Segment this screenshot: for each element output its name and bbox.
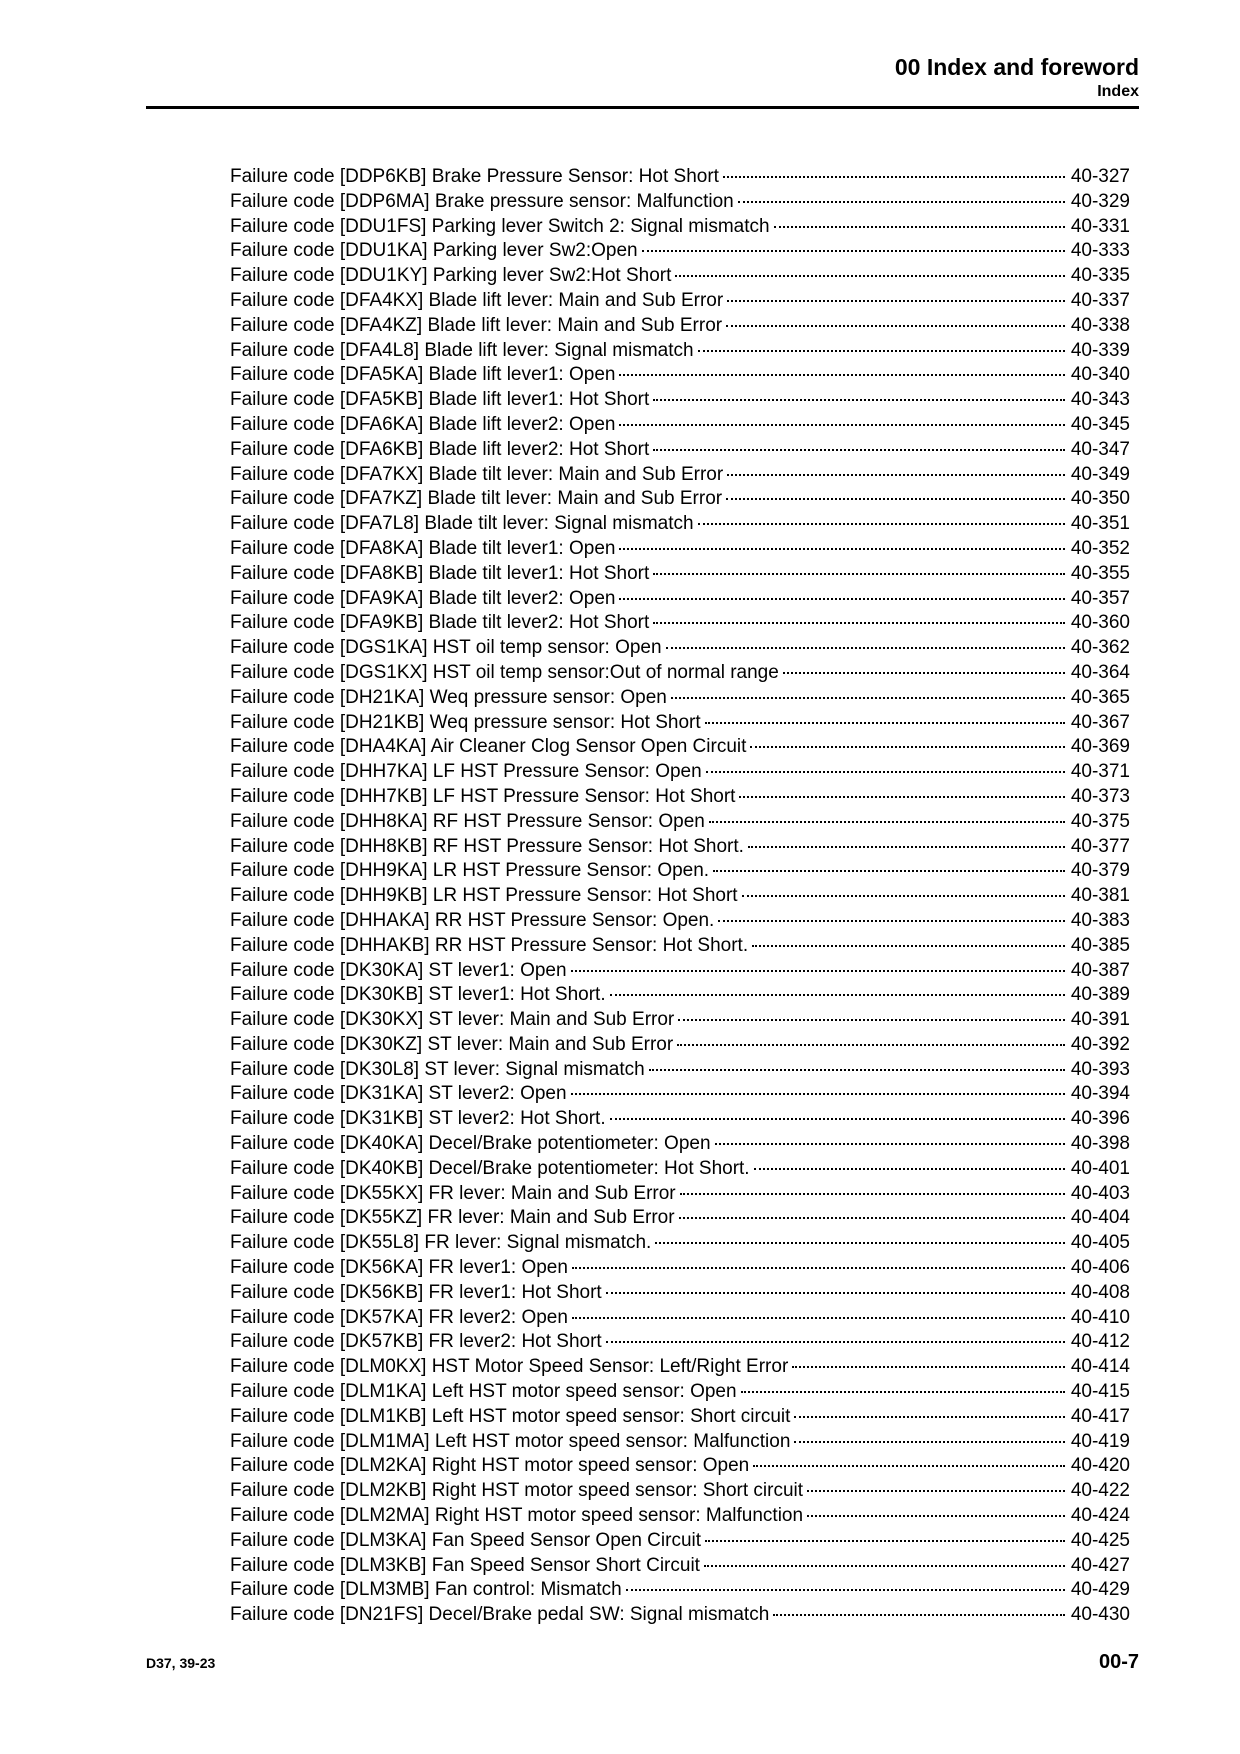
dot-leader <box>653 449 1065 451</box>
index-entry[interactable] <box>230 934 1130 959</box>
index-entry-label: Failure code [DFA4L8] Blade lift lever: Signal mismatch <box>230 339 694 361</box>
index-entry-page: 40-365 <box>1070 686 1130 708</box>
index-entry-label: Failure code [DFA6KB] Blade lift lever2: Hot Short <box>230 438 650 460</box>
index-entry[interactable] <box>230 1504 1130 1529</box>
dot-leader <box>678 1019 1065 1021</box>
dot-leader <box>727 300 1065 302</box>
footer-model: D37, 39-23 <box>146 1655 216 1671</box>
index-entry-page: 40-329 <box>1070 190 1130 212</box>
index-entry-label: Failure code [DHHAKA] RR HST Pressure Sensor: Open. <box>230 909 715 931</box>
index-entry-label: Failure code [DFA4KZ] Blade lift lever: Main and Sub Error <box>230 314 723 336</box>
index-entry[interactable] <box>230 909 1130 934</box>
dot-leader <box>619 424 1064 426</box>
index-entry-page: 40-333 <box>1070 240 1130 262</box>
index-entry[interactable] <box>230 1405 1130 1430</box>
index-entry-page: 40-401 <box>1070 1157 1130 1179</box>
index-entry-label: Failure code [DFA7L8] Blade tilt lever: Signal mismatch <box>230 513 694 535</box>
index-entry-page: 40-415 <box>1070 1381 1130 1403</box>
dot-leader <box>794 1441 1064 1443</box>
index-entry[interactable] <box>230 1182 1130 1207</box>
index-entry[interactable] <box>230 711 1130 736</box>
index-entry-page: 40-420 <box>1070 1455 1130 1477</box>
index-entry[interactable] <box>230 1033 1130 1058</box>
dot-leader <box>783 672 1065 674</box>
index-entry-label: Failure code [DHH7KB] LF HST Pressure Sensor: Hot Short <box>230 785 736 807</box>
index-entry-page: 40-349 <box>1070 463 1130 485</box>
index-entry[interactable] <box>230 1132 1130 1157</box>
index-entry[interactable] <box>230 1603 1130 1628</box>
index-entry-label: Failure code [DLM1MA] Left HST motor speed sensor: Malfunction <box>230 1430 791 1452</box>
dot-leader <box>706 771 1065 773</box>
index-entry[interactable] <box>230 735 1130 760</box>
index-entry-page: 40-425 <box>1070 1529 1130 1551</box>
index-entry-label: Failure code [DLM0KX] HST Motor Speed Sensor: Left/Right Error <box>230 1356 789 1378</box>
index-entry-page: 40-369 <box>1070 736 1130 758</box>
dot-leader <box>754 1168 1065 1170</box>
index-entry-page: 40-430 <box>1070 1604 1130 1626</box>
dot-leader <box>752 945 1065 947</box>
footer-page-number: 00-7 <box>1098 1651 1139 1673</box>
index-entry-label: Failure code [DFA4KX] Blade lift lever: Main and Sub Error <box>230 289 724 311</box>
index-entry-page: 40-362 <box>1070 637 1130 659</box>
index-entry[interactable] <box>230 289 1130 314</box>
index-entry[interactable] <box>230 1256 1130 1281</box>
index-entry-page: 40-392 <box>1070 1033 1130 1055</box>
dot-leader <box>680 1193 1065 1195</box>
dot-leader <box>619 598 1064 600</box>
index-entry-page: 40-412 <box>1070 1331 1130 1353</box>
index-entry-page: 40-387 <box>1070 959 1130 981</box>
index-entry[interactable] <box>230 1231 1130 1256</box>
index-entry-label: Failure code [DH21KB] Weq pressure sensor: Hot Short <box>230 711 701 733</box>
index-entry-label: Failure code [DK55KX] FR lever: Main and Sub Error <box>230 1182 676 1204</box>
header-divider <box>146 106 1139 109</box>
index-entry-label: Failure code [DK31KB] ST lever2: Hot Short. <box>230 1108 606 1130</box>
index-entry[interactable] <box>230 983 1130 1008</box>
dot-leader <box>606 1341 1065 1343</box>
index-entry-label: Failure code [DK30KA] ST lever1: Open <box>230 959 567 981</box>
dot-leader <box>571 1093 1065 1095</box>
dot-leader <box>794 1416 1064 1418</box>
dot-leader <box>679 1217 1065 1219</box>
index-entry[interactable] <box>230 1330 1130 1355</box>
index-entry-page: 40-331 <box>1070 215 1130 237</box>
index-entry[interactable] <box>230 190 1130 215</box>
dot-leader <box>642 250 1065 252</box>
dot-leader <box>727 474 1065 476</box>
dot-leader <box>626 1589 1065 1591</box>
index-entry-label: Failure code [DK31KA] ST lever2: Open <box>230 1083 567 1105</box>
index-entry[interactable] <box>230 835 1130 860</box>
dot-leader <box>742 895 1065 897</box>
dot-leader <box>571 970 1065 972</box>
index-entry[interactable] <box>230 1058 1130 1083</box>
index-entry[interactable] <box>230 1430 1130 1455</box>
index-entry[interactable] <box>230 314 1130 339</box>
index-entry[interactable] <box>230 1281 1130 1306</box>
index-entry[interactable] <box>230 1529 1130 1554</box>
index-entry-page: 40-335 <box>1070 265 1130 287</box>
index-entry-page: 40-427 <box>1070 1554 1130 1576</box>
index-entry[interactable] <box>230 463 1130 488</box>
dot-leader <box>572 1317 1065 1319</box>
index-entry-page: 40-419 <box>1070 1430 1130 1452</box>
index-entry-label: Failure code [DK56KA] FR lever1: Open <box>230 1257 568 1279</box>
index-entry[interactable] <box>230 959 1130 984</box>
index-entry-page: 40-371 <box>1070 761 1130 783</box>
index-entry-page: 40-381 <box>1070 885 1130 907</box>
index-entry-page: 40-417 <box>1070 1405 1130 1427</box>
index-entry-label: Failure code [DFA9KA] Blade tilt lever2: Open <box>230 587 616 609</box>
index-entry-label: Failure code [DK56KB] FR lever1: Hot Short <box>230 1281 602 1303</box>
dot-leader <box>713 870 1065 872</box>
index-entry-label: Failure code [DHHAKB] RR HST Pressure Sensor: Hot Short. <box>230 934 749 956</box>
dot-leader <box>715 1143 1065 1145</box>
dot-leader <box>705 722 1065 724</box>
dot-leader <box>741 1391 1065 1393</box>
index-entry-label: Failure code [DHH9KA] LR HST Pressure Sensor: Open. <box>230 860 710 882</box>
index-entry-label: Failure code [DHH8KB] RF HST Pressure Sensor: Hot Short. <box>230 835 744 857</box>
index-entry-page: 40-404 <box>1070 1207 1130 1229</box>
index-entry-label: Failure code [DFA5KA] Blade lift lever1: Open <box>230 364 616 386</box>
dot-leader <box>675 275 1064 277</box>
dot-leader <box>748 846 1065 848</box>
index-entry[interactable] <box>230 487 1130 512</box>
index-entry[interactable] <box>230 1578 1130 1603</box>
index-entry-page: 40-408 <box>1070 1281 1130 1303</box>
index-entry[interactable] <box>230 1554 1130 1579</box>
index-entry-page: 40-339 <box>1070 339 1130 361</box>
dot-leader <box>807 1515 1065 1517</box>
dot-leader <box>610 1118 1065 1120</box>
index-entry-page: 40-383 <box>1070 909 1130 931</box>
dot-leader <box>655 1242 1064 1244</box>
index-entry-label: Failure code [DFA7KZ] Blade tilt lever: Main and Sub Error <box>230 488 723 510</box>
dot-leader <box>774 226 1065 228</box>
index-entry-label: Failure code [DK30KZ] ST lever: Main and Sub Error <box>230 1033 674 1055</box>
dot-leader <box>773 1614 1065 1616</box>
dot-leader <box>572 1267 1065 1269</box>
index-entry-label: Failure code [DK40KA] Decel/Brake potentiometer: Open <box>230 1133 711 1155</box>
section-title: 00 Index and foreword <box>894 54 1139 80</box>
dot-leader <box>653 622 1065 624</box>
dot-leader <box>704 1565 1065 1567</box>
index-entry[interactable] <box>230 165 1130 190</box>
index-entry-label: Failure code [DFA5KB] Blade lift lever1: Hot Short <box>230 389 650 411</box>
dot-leader <box>739 796 1064 798</box>
page-header <box>146 52 1139 102</box>
index-entry[interactable] <box>230 1355 1130 1380</box>
index-entry-page: 40-350 <box>1070 488 1130 510</box>
index-entry-label: Failure code [DHH8KA] RF HST Pressure Sensor: Open <box>230 810 705 832</box>
dot-leader <box>792 1366 1065 1368</box>
index-entry-page: 40-406 <box>1070 1257 1130 1279</box>
dot-leader <box>671 697 1065 699</box>
dot-leader <box>718 920 1064 922</box>
index-entry-label: Failure code [DDP6KB] Brake Pressure Sensor: Hot Short <box>230 166 719 187</box>
index-list <box>230 165 1130 1628</box>
index-entry-page: 40-355 <box>1070 562 1130 584</box>
index-entry-label: Failure code [DN21FS] Decel/Brake pedal SW: Signal mismatch <box>230 1604 770 1626</box>
index-entry[interactable] <box>230 537 1130 562</box>
index-entry-label: Failure code [DFA6KA] Blade lift lever2: Open <box>230 413 616 435</box>
index-entry[interactable] <box>230 611 1130 636</box>
index-entry[interactable] <box>230 1479 1130 1504</box>
index-entry[interactable] <box>230 686 1130 711</box>
dot-leader <box>709 821 1065 823</box>
index-entry-label: Failure code [DK30KX] ST lever: Main and Sub Error <box>230 1009 675 1031</box>
index-entry-page: 40-385 <box>1070 934 1130 956</box>
index-entry[interactable] <box>230 512 1130 537</box>
index-entry-page: 40-357 <box>1070 587 1130 609</box>
index-entry-page: 40-410 <box>1070 1306 1130 1328</box>
index-entry-label: Failure code [DLM1KA] Left HST motor speed sensor: Open <box>230 1381 737 1403</box>
dot-leader <box>619 374 1064 376</box>
index-entry[interactable] <box>230 339 1130 364</box>
dot-leader <box>606 1292 1065 1294</box>
index-entry-page: 40-338 <box>1070 314 1130 336</box>
index-entry[interactable] <box>230 562 1130 587</box>
index-entry-label: Failure code [DDU1FS] Parking lever Switch 2: Signal mismatch <box>230 215 770 237</box>
index-entry-label: Failure code [DH21KA] Weq pressure sensor: Open <box>230 686 667 708</box>
dot-leader <box>698 350 1065 352</box>
index-entry-label: Failure code [DLM2MA] Right HST motor speed sensor: Malfunction <box>230 1505 804 1527</box>
index-entry-page: 40-393 <box>1070 1058 1130 1080</box>
index-entry-page: 40-405 <box>1070 1232 1130 1254</box>
index-entry-label: Failure code [DFA8KA] Blade tilt lever1: Open <box>230 537 616 559</box>
index-entry-label: Failure code [DDU1KY] Parking lever Sw2:Hot Short <box>230 265 672 287</box>
dot-leader <box>649 1069 1065 1071</box>
index-entry-label: Failure code [DK30L8] ST lever: Signal mismatch <box>230 1058 645 1080</box>
index-entry-page: 40-337 <box>1070 289 1130 311</box>
dot-leader <box>723 176 1065 178</box>
index-entry-label: Failure code [DLM3KB] Fan Speed Sensor Short Circuit <box>230 1554 700 1576</box>
index-entry-label: Failure code [DK55KZ] FR lever: Main and Sub Error <box>230 1207 675 1229</box>
index-entry-label: Failure code [DLM2KB] Right HST motor speed sensor: Short circuit <box>230 1480 804 1502</box>
index-entry-page: 40-340 <box>1070 364 1130 386</box>
index-entry[interactable] <box>230 388 1130 413</box>
index-entry-page: 40-398 <box>1070 1133 1130 1155</box>
section-subtitle: Index <box>1097 83 1139 100</box>
index-entry-label: Failure code [DDP6MA] Brake pressure sensor: Malfunction <box>230 190 734 212</box>
index-entry-page: 40-391 <box>1070 1009 1130 1031</box>
dot-leader <box>750 746 1064 748</box>
index-entry[interactable] <box>230 1008 1130 1033</box>
index-entry[interactable] <box>230 1380 1130 1405</box>
index-entry-label: Failure code [DHH7KA] LF HST Pressure Sensor: Open <box>230 761 702 783</box>
index-entry[interactable] <box>230 785 1130 810</box>
index-entry-page: 40-367 <box>1070 711 1130 733</box>
index-entry-page: 40-327 <box>1070 166 1130 187</box>
index-entry-label: Failure code [DGS1KA] HST oil temp sensor: Open <box>230 637 662 659</box>
dot-leader <box>610 994 1065 996</box>
index-entry-page: 40-394 <box>1070 1083 1130 1105</box>
index-entry-page: 40-414 <box>1070 1356 1130 1378</box>
index-entry-label: Failure code [DK55L8] FR lever: Signal mismatch. <box>230 1232 652 1254</box>
index-entry-label: Failure code [DLM1KB] Left HST motor speed sensor: Short circuit <box>230 1405 791 1427</box>
dot-leader <box>753 1465 1065 1467</box>
index-entry-page: 40-345 <box>1070 413 1130 435</box>
dot-leader <box>619 548 1064 550</box>
index-entry-label: Failure code [DLM2KA] Right HST motor speed sensor: Open <box>230 1455 750 1477</box>
index-entry-label: Failure code [DFA7KX] Blade tilt lever: Main and Sub Error <box>230 463 724 485</box>
index-entry[interactable] <box>230 1082 1130 1107</box>
index-entry-label: Failure code [DLM3MB] Fan control: Mismatch <box>230 1579 622 1601</box>
index-entry-label: Failure code [DK40KB] Decel/Brake potentiometer: Hot Short. <box>230 1157 750 1179</box>
dot-leader <box>705 1540 1065 1542</box>
index-entry[interactable] <box>230 810 1130 835</box>
index-entry[interactable] <box>230 264 1130 289</box>
index-entry-page: 40-422 <box>1070 1480 1130 1502</box>
index-entry-label: Failure code [DFA8KB] Blade tilt lever1: Hot Short <box>230 562 650 584</box>
index-entry-label: Failure code [DGS1KX] HST oil temp sensor:Out of normal range <box>230 661 779 683</box>
dot-leader <box>666 647 1065 649</box>
dot-leader <box>698 523 1065 525</box>
index-entry[interactable] <box>230 1306 1130 1331</box>
index-entry[interactable] <box>230 1454 1130 1479</box>
index-entry-page: 40-347 <box>1070 438 1130 460</box>
index-entry[interactable] <box>230 438 1130 463</box>
index-entry-page: 40-403 <box>1070 1182 1130 1204</box>
index-entry-page: 40-429 <box>1070 1579 1130 1601</box>
dot-leader <box>653 399 1065 401</box>
index-entry[interactable] <box>230 1157 1130 1182</box>
index-entry-label: Failure code [DLM3KA] Fan Speed Sensor Open Circuit <box>230 1529 702 1551</box>
index-entry[interactable] <box>230 363 1130 388</box>
index-entry-page: 40-352 <box>1070 537 1130 559</box>
index-entry-label: Failure code [DHH9KB] LR HST Pressure Sensor: Hot Short <box>230 885 738 907</box>
index-entry[interactable] <box>230 1107 1130 1132</box>
index-entry[interactable] <box>230 859 1130 884</box>
index-entry[interactable] <box>230 760 1130 785</box>
index-entry-label: Failure code [DFA9KB] Blade tilt lever2: Hot Short <box>230 612 650 634</box>
index-entry[interactable] <box>230 661 1130 686</box>
index-entry[interactable] <box>230 413 1130 438</box>
index-entry-page: 40-379 <box>1070 860 1130 882</box>
index-entry-page: 40-373 <box>1070 785 1130 807</box>
index-entry[interactable] <box>230 1206 1130 1231</box>
index-entry-label: Failure code [DDU1KA] Parking lever Sw2:Open <box>230 240 638 262</box>
index-entry-page: 40-375 <box>1070 810 1130 832</box>
index-entry[interactable] <box>230 884 1130 909</box>
index-entry-page: 40-396 <box>1070 1108 1130 1130</box>
index-entry-label: Failure code [DK57KB] FR lever2: Hot Short <box>230 1331 602 1353</box>
dot-leader <box>807 1490 1065 1492</box>
index-entry-page: 40-424 <box>1070 1505 1130 1527</box>
dot-leader <box>677 1044 1065 1046</box>
index-entry-page: 40-351 <box>1070 513 1130 535</box>
index-entry-page: 40-377 <box>1070 835 1130 857</box>
index-entry[interactable] <box>230 636 1130 661</box>
dot-leader <box>726 325 1065 327</box>
index-entry-page: 40-389 <box>1070 984 1130 1006</box>
index-entry-label: Failure code [DHA4KA] Air Cleaner Clog Sensor Open Circuit <box>230 736 747 758</box>
dot-leader <box>738 201 1065 203</box>
index-entry[interactable] <box>230 215 1130 240</box>
index-entry-page: 40-360 <box>1070 612 1130 634</box>
index-entry[interactable] <box>230 587 1130 612</box>
index-entry-page: 40-343 <box>1070 389 1130 411</box>
dot-leader <box>653 573 1065 575</box>
index-entry-label: Failure code [DK57KA] FR lever2: Open <box>230 1306 568 1328</box>
index-entry[interactable] <box>230 239 1130 264</box>
index-entry-label: Failure code [DK30KB] ST lever1: Hot Short. <box>230 984 606 1006</box>
dot-leader <box>726 498 1065 500</box>
index-entry-page: 40-364 <box>1070 661 1130 683</box>
